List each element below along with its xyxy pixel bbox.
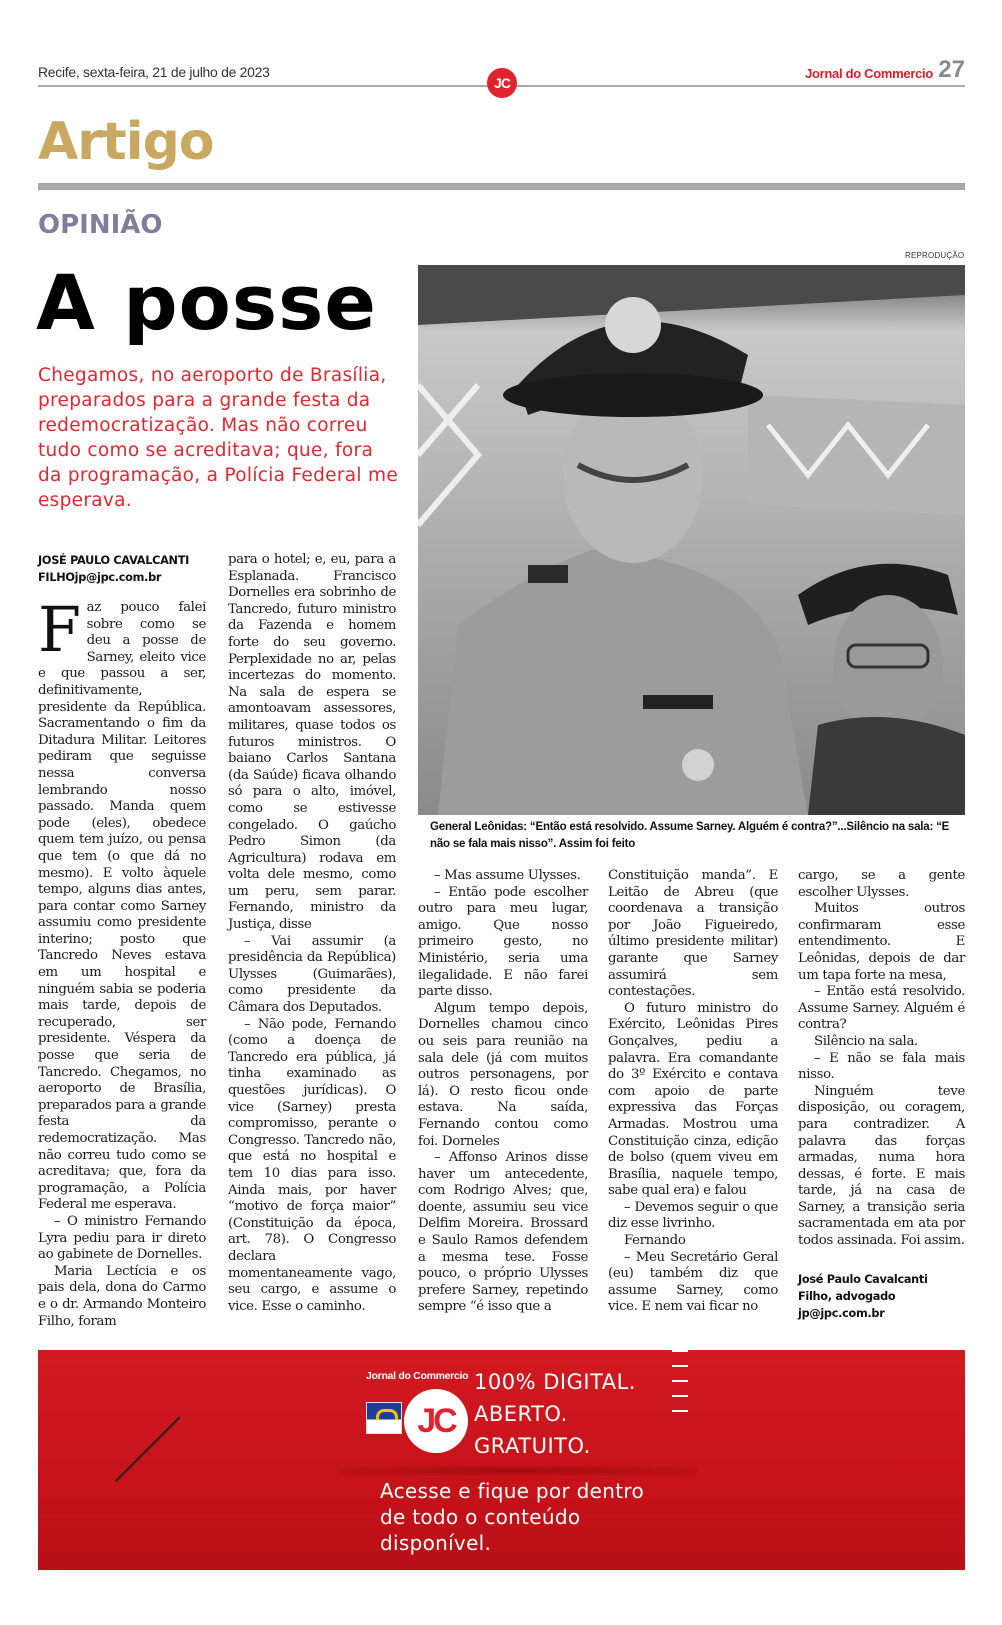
article-photo xyxy=(418,265,965,815)
byline-name: JOSÉ PAULO CAVALCANTI xyxy=(38,554,190,567)
headline: A posse xyxy=(36,258,377,347)
paragraph: – Não pode, Fernando (como a doença de Tancredo era pública, já tinha examinado as questões jurídicas). O vice (Sarney) presta compromisso, perante o Congresso. Tancredo não, que está no hospital e tem 10 dias para isso. Ainda mais, por haver “motivo de força maior” (Constituição da época, art. 78). O Congresso declara momentaneamente vago, seu cargo, e assume o vice. Esse o caminho. xyxy=(228,1016,396,1314)
paragraph: para o hotel; e, eu, para a Esplanada. Francisco Dornelles era sobrinho de Tancredo, futuro ministro da Fazenda e homem forte do seu governo. Perplexidade no ar, pelas incertezas do momento. Na sala de espera se amontoavam assessores, militares, quase todos os futuros ministros. O baiano Carlos Santana (da Saúde) ficava olhando só para o alto, imóvel, como se estivesse congelado. O gaúcho Pedro Simon (da Agricultura) rodava em volta dele mesmo, como um peru, sem parar. Fernando, ministro da Justiça, disse xyxy=(228,552,396,933)
ad-line-aberto: ABERTO. xyxy=(474,1402,568,1426)
newspaper-brand: Jornal do Commercio xyxy=(805,66,933,81)
kicker: OPINIÃO xyxy=(38,210,163,240)
ad-line-gratuito: GRATUITO. xyxy=(474,1434,591,1458)
jc-logo-icon: JC xyxy=(404,1389,468,1453)
paragraph: Maria Lectícia e os pais dela, dona do Carmo e o dr. Armando Monteiro Filho, foram xyxy=(38,1263,206,1329)
author-signature xyxy=(798,1271,968,1322)
photo-general-leonidas-icon xyxy=(418,265,965,815)
ad-line-digital: 100% DIGITAL. xyxy=(474,1370,636,1394)
article-column-4 xyxy=(608,868,778,1316)
lede: Chegamos, no aeroporto de Brasília, preparados para a grande festa da redemocratização. Mas não correu tudo como se acreditava; que, fora da programação, a Polícia Federal me esperava. xyxy=(38,365,398,511)
ad-brand: Jornal do Commercio xyxy=(366,1370,469,1382)
signature-title: Filho, advogado xyxy=(798,1290,896,1303)
article-column-3 xyxy=(418,868,588,1316)
paragraph: – Então está resolvido. Assume Sarney. Alguém é contra? xyxy=(798,984,965,1033)
photo-credit: REPRODUÇÃO xyxy=(905,251,965,260)
byline xyxy=(38,552,218,586)
paragraph: cargo, se a gente escolher Ulysses. xyxy=(798,868,965,900)
paragraph: – Vai assumir (a presidência da República) Ulysses (Guimarães), como presidente da Câmara dos Deputados. xyxy=(228,933,396,1016)
menu-lines-icon xyxy=(672,1350,688,1425)
photo-caption: General Leônidas: “Então está resolvido. Assume Sarney. Alguém é contra?”...Silêncio na sala: “E não se fala mais nisso”. Assim foi feito xyxy=(430,821,950,850)
decorative-line xyxy=(115,1417,180,1482)
paragraph: Constituição manda”. E Leitão de Abreu (que coordenava a transição por João Figueiredo, último presidente militar) garante que Sarney assumirá sem contestações. xyxy=(608,868,778,1000)
paragraph: – O ministro Fernando Lyra pediu para ir direto ao gabinete de Dornelles. xyxy=(38,1213,206,1263)
jc-digital-ad-banner[interactable] xyxy=(38,1350,965,1570)
section-rule xyxy=(38,183,965,190)
paragraph: – Affonso Arinos disse haver um antecedente, com Rodrigo Alves; que, doente, assumiu seu vice Delfim Moreira. Brossard e Saulo Ramos defendem a mesma tese. Fosse pouco, o próprio Ulysses prefere Sarney, repetindo sempre “é isso que a xyxy=(418,1150,588,1315)
paragraph: – Mas assume Ulysses. xyxy=(434,868,581,883)
byline-email: FILHOjp@jpc.com.br xyxy=(38,571,162,584)
masthead xyxy=(38,56,965,91)
article-column-2 xyxy=(228,552,396,1315)
paragraph: O futuro ministro do Exército, Leônidas Pires Gonçalves, pediu a palavra. Era comandante do 3º Exército e contava com apoio de parte expressiva das Forças Armadas. Mostrou uma Constituição cinza, edição de bolso (quem viveu em Brasília, naquele tempo, sabe qual era) e falou xyxy=(608,1000,778,1199)
ad-divider-shadow xyxy=(338,1466,698,1476)
paragraph: az pouco falei sobre como se deu a posse de Sarney, eleito vice e que passou a ser, definitivamente, presidente da República. Sacramentando o fim da Ditadura Militar. Leitores pediram que seguisse nessa conversa lembrando nosso passado. Manda quem pode (eles), obedece quem tem juízo, ou pensa que tem (o que dá no mesmo). E volto àquele tempo, alguns dias antes, para contar como Sarney assumiu como presidente interino; posto que Tancredo Neves estava em um hospital e ninguém sabia se poderia mais tarde, depois de recuperado, ser presidente. Véspera da posse que seria de Tancredo. Chegamos, no aeroporto de Brasília, preparados para a grande festa da redemocratização. Mas não correu tudo como se acreditava; que, fora da programação, a Polícia Federal me esperava. xyxy=(38,600,206,1213)
signature-name: José Paulo Cavalcanti xyxy=(798,1273,928,1286)
paragraph: – E não se fala mais nisso. xyxy=(798,1050,965,1083)
paragraph: Fernando xyxy=(624,1233,686,1249)
signature-email[interactable]: jp@jpc.com.br xyxy=(798,1307,885,1320)
paragraph: – Meu Secretário Geral (eu) também diz que assume Sarney, como vice. E nem vai ficar no xyxy=(608,1249,778,1315)
drop-cap: F xyxy=(38,593,81,666)
jc-logo-icon: JC xyxy=(487,68,517,98)
pernambuco-flag-icon xyxy=(366,1402,402,1434)
ad-call-to-action[interactable]: Acesse e fique por dentro de todo o conteúdo disponível. xyxy=(380,1479,644,1555)
paragraph: Muitos outros confirmaram esse entendimento. E Leônidas, depois de dar um tapa forte na mesa, xyxy=(798,901,965,983)
paragraph: – Então pode escolher outro para meu lugar, amigo. Que nosso primeiro gesto, no Ministério, seria uma ilegalidade. E não farei parte disso. xyxy=(418,884,588,1000)
article-column-5 xyxy=(798,868,965,1250)
paragraph: Algum tempo depois, Dornelles chamou cinco ou seis para reunião na sala dele (já com muitos outros personagens, por lá). O resto ficou onde estava. Na saída, Fernando contou como foi. Dorneles xyxy=(418,1000,588,1149)
paragraph: Ninguém teve disposição, ou coragem, para contradizer. A palavra das forças armadas, numa hora dessas, é forte. E mais tarde, já na casa de Sarney, a transição seria sacramentada em ata por todos assinada. Foi assim. xyxy=(798,1083,965,1249)
page-number: 27 xyxy=(938,56,965,83)
paragraph: – Devemos seguir o que diz esse livrinho. xyxy=(608,1199,778,1232)
section-title: Artigo xyxy=(38,112,214,172)
paragraph: Silêncio na sala. xyxy=(814,1033,918,1049)
article-column-1 xyxy=(38,593,206,1330)
dateline: Recife, sexta-feira, 21 de julho de 2023 xyxy=(38,64,270,80)
